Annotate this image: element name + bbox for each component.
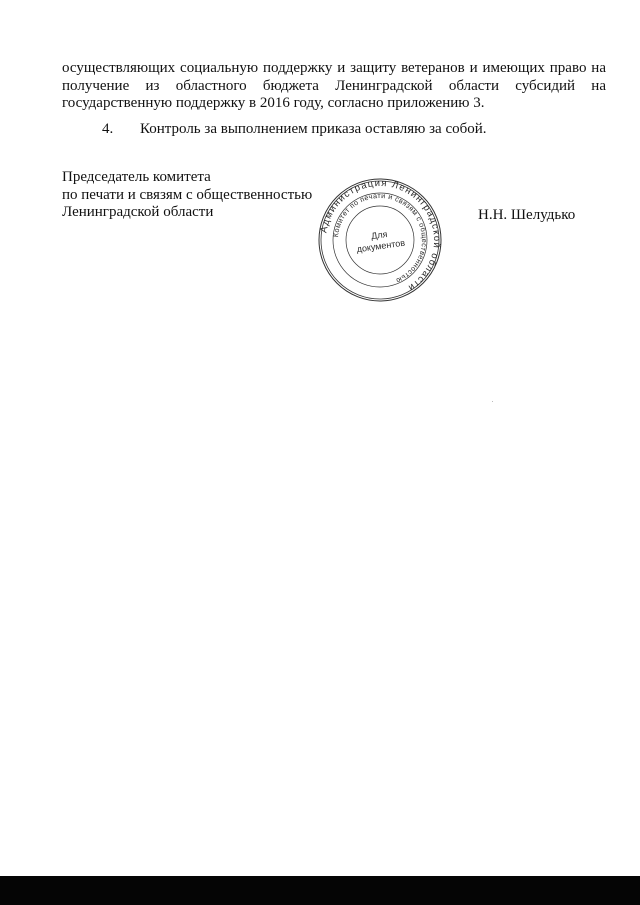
paragraph-line: получение из областного бюджета Ленинградской области субсидий на bbox=[62, 77, 606, 94]
scan-bottom-border bbox=[0, 876, 640, 905]
stamp-center-line2: документов bbox=[356, 237, 406, 255]
stamp-outer-text: Администрация Ленинградской области bbox=[318, 178, 442, 294]
signatory-name: Н.Н. Шелудько bbox=[478, 207, 576, 223]
stamp-center-line1: Для bbox=[370, 228, 389, 242]
official-stamp bbox=[318, 178, 442, 302]
signatory-position bbox=[62, 169, 312, 222]
scan-speck bbox=[492, 401, 493, 402]
stamp-inner-text: Комитет по печати и связям с общественностью bbox=[331, 190, 430, 286]
position-line: Ленинградской области bbox=[62, 204, 214, 220]
paragraph-line: осуществляющих социальную поддержку и защиту ветеранов и имеющих право на bbox=[62, 60, 606, 76]
list-item-number: 4. bbox=[102, 121, 114, 137]
list-item-4 bbox=[102, 120, 487, 138]
paragraph-line: государственную поддержку в 2016 году, согласно приложению 3. bbox=[62, 95, 485, 112]
body-paragraph bbox=[62, 60, 606, 113]
list-item-text: Контроль за выполнением приказа оставляю за собой. bbox=[140, 121, 487, 137]
position-line: Председатель комитета bbox=[62, 169, 211, 185]
position-line: по печати и связям с общественностью bbox=[62, 186, 313, 203]
